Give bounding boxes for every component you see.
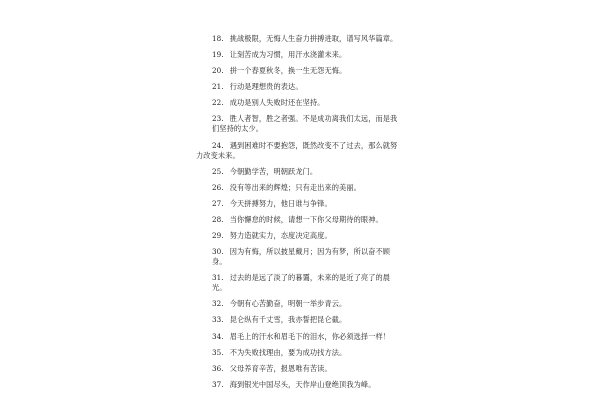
list-item (212, 66, 398, 76)
item-text: 不为失败找理由，要为成功找方法。 (229, 347, 347, 357)
item-number: 22. (212, 98, 224, 108)
item-number: 19. (212, 50, 224, 60)
item-text: 没有等出来的辉煌；只有走出来的美丽。 (229, 182, 361, 192)
list-item (212, 167, 398, 177)
item-number: 37. (212, 379, 224, 389)
list-item (212, 199, 398, 209)
item-text: 当你懈怠的时候，请想一下你父母期待的眼神。 (229, 214, 383, 224)
list-item (212, 299, 398, 309)
list-item (212, 183, 398, 193)
item-number: 36. (212, 363, 224, 373)
quote-list (196, 34, 398, 396)
item-text: 今朝勤学苦，明朝跃龙门。 (229, 166, 318, 176)
item-number: 23. (212, 114, 224, 124)
list-item (212, 231, 398, 241)
list-item (212, 273, 398, 293)
item-number: 28. (212, 214, 224, 224)
item-text: 眉毛上的汗水和眉毛下的泪水，你必须选择一样！ (229, 331, 391, 341)
item-number: 21. (212, 82, 224, 92)
item-text: 拼一个春夏秋冬，换一生无怨无悔。 (229, 66, 347, 76)
item-number: 27. (212, 198, 224, 208)
list-item (212, 215, 398, 225)
item-number: 18. (212, 34, 224, 43)
item-text: 努力造就实力，态度决定高度。 (229, 231, 332, 241)
list-item (212, 98, 398, 108)
item-text: 胜人者智，胜之者强。不是成功离我们太远，而是我们坚持的太少。 (212, 114, 398, 134)
list-item (212, 364, 398, 374)
item-text: 成功是别人失败时还在坚持。 (229, 98, 325, 108)
list-item (212, 380, 398, 390)
item-number: 26. (212, 182, 224, 192)
item-text: 今朝有心苦勤奋，明朝一举步青云。 (229, 299, 347, 309)
list-item (212, 50, 398, 60)
item-number: 25. (212, 166, 224, 176)
item-number: 20. (212, 66, 224, 76)
list-item (212, 315, 398, 325)
list-item (196, 141, 398, 161)
item-number: 24. (212, 140, 224, 150)
item-number: 29. (212, 231, 224, 241)
item-text: 因为有悔，所以披星戴月；因为有梦，所以奋不顾身。 (212, 247, 391, 267)
item-number: 34. (212, 331, 224, 341)
item-number: 35. (212, 347, 224, 357)
item-number: 32. (212, 299, 224, 309)
item-text: 遇到困难时不要抱怨，既然改变不了过去，那么就努力改变未来。 (196, 140, 398, 160)
item-text: 父母养育辛苦，报恩唯有苦读。 (229, 363, 332, 373)
list-item (212, 348, 398, 358)
list-item (212, 332, 398, 342)
list-item (212, 114, 398, 134)
item-text: 挑战极限，无悔人生奋力拼搏进取，谱写风华篇章。 (229, 34, 398, 43)
item-text: 昆仑纵有千丈雪，我亦誓把昆仑截。 (229, 315, 347, 325)
item-text: 过去的是远了淡了的暮霭，未来的是近了亮了的晨光。 (212, 273, 391, 293)
list-item (212, 82, 398, 92)
item-text: 让刻苦成为习惯，用汗水浇灌未来。 (229, 50, 347, 60)
item-number: 31. (212, 273, 224, 283)
item-text: 海到银光中国尽头，天作岸山登绝顶我为峰。 (229, 379, 376, 389)
list-item (212, 34, 398, 44)
item-text: 今天拼搏努力，他日谁与争锋。 (229, 198, 332, 208)
item-text: 行动是理想贵的表达。 (229, 82, 303, 92)
item-number: 30. (212, 247, 224, 257)
item-number: 33. (212, 315, 224, 325)
list-item (212, 247, 398, 267)
